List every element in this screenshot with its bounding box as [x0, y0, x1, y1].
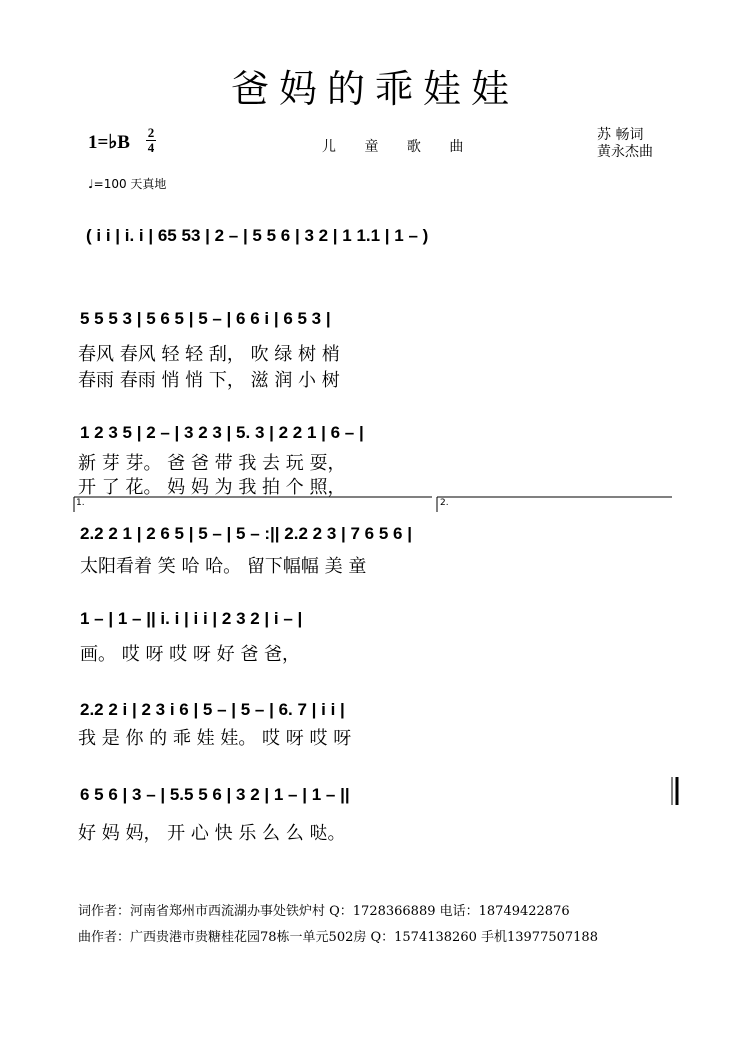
footer-composer-contact: 曲作者：广西贵港市贵糖桂花园78栋一单元502房 Q：1574138260 手机13977507188 — [78, 930, 598, 945]
composer-credit: 黄永杰曲 — [597, 144, 653, 160]
volta-1-label: 1. — [76, 498, 85, 508]
footer-lyricist-contact: 词作者：河南省郑州市西流湖办事处铁炉村 Q：1728366889 电话：18749422876 — [78, 904, 570, 919]
volta-2-label: 2. — [440, 498, 449, 508]
system-6-notes: 2.2 2 i | 2 3 i 6 | 5 – | 5 – | 6. 7 | i i | — [80, 700, 345, 719]
system-5-lyrics: 画。 哎 呀 哎 呀 好 爸 爸， — [80, 644, 301, 665]
system-3-notes: 1 2 3 5 | 2 – | 3 2 3 | 5. 3 | 2 2 1 | 6 – | — [80, 423, 364, 442]
system-3-lyrics-2: 开 了 花。 妈 妈 为 我 拍 个 照， — [78, 477, 346, 498]
system-3-lyrics-1: 新 芽 芽。 爸 爸 带 我 去 玩 耍， — [78, 453, 346, 474]
system-7-notes: 6 5 6 | 3 – | 5.5 5 6 | 3 2 | 1 – | 1 – || — [80, 785, 350, 804]
tempo-marking: ♩=100 天真地 — [88, 177, 167, 191]
system-4-lyrics: 太阳看着 笑 哈 哈。 留下幅幅 美 童 — [80, 556, 367, 577]
system-6-lyrics: 我 是 你 的 乖 娃 娃。 哎 呀 哎 呀 — [78, 728, 352, 749]
system-1-notes: ( i i | i. i | 65 53 | 2 – | 5 5 6 | 3 2 | 1 1.1 | 1 – ) — [86, 226, 429, 245]
system-7-lyrics: 好 妈 妈， 开 心 快 乐 么 么 哒。 — [78, 823, 346, 844]
meter-bottom: 4 — [147, 140, 155, 155]
lyricist-credit: 苏 畅词 — [597, 127, 644, 143]
key-signature: 1=♭B — [88, 132, 130, 153]
system-4-notes: 2.2 2 1 | 2 6 5 | 5 – | 5 – :|| 2.2 2 3 | 7 6 5 6 | — [80, 524, 412, 543]
system-5-notes: 1 – | 1 – || i. i | i i | 2 3 2 | i – | — [80, 609, 303, 628]
meter-top: 2 — [147, 125, 155, 140]
system-2-lyrics-2: 春雨 春雨 悄 悄 下， 滋 润 小 树 — [78, 370, 340, 391]
system-2-notes: 5 5 5 3 | 5 6 5 | 5 – | 6 6 i | 6 5 3 | — [80, 309, 331, 328]
genre-label: 儿 童 歌 曲 — [322, 139, 476, 155]
system-2-lyrics-1: 春风 春风 轻 轻 刮， 吹 绿 树 梢 — [78, 344, 340, 365]
page-title: 爸妈的乖娃娃 — [230, 67, 519, 111]
